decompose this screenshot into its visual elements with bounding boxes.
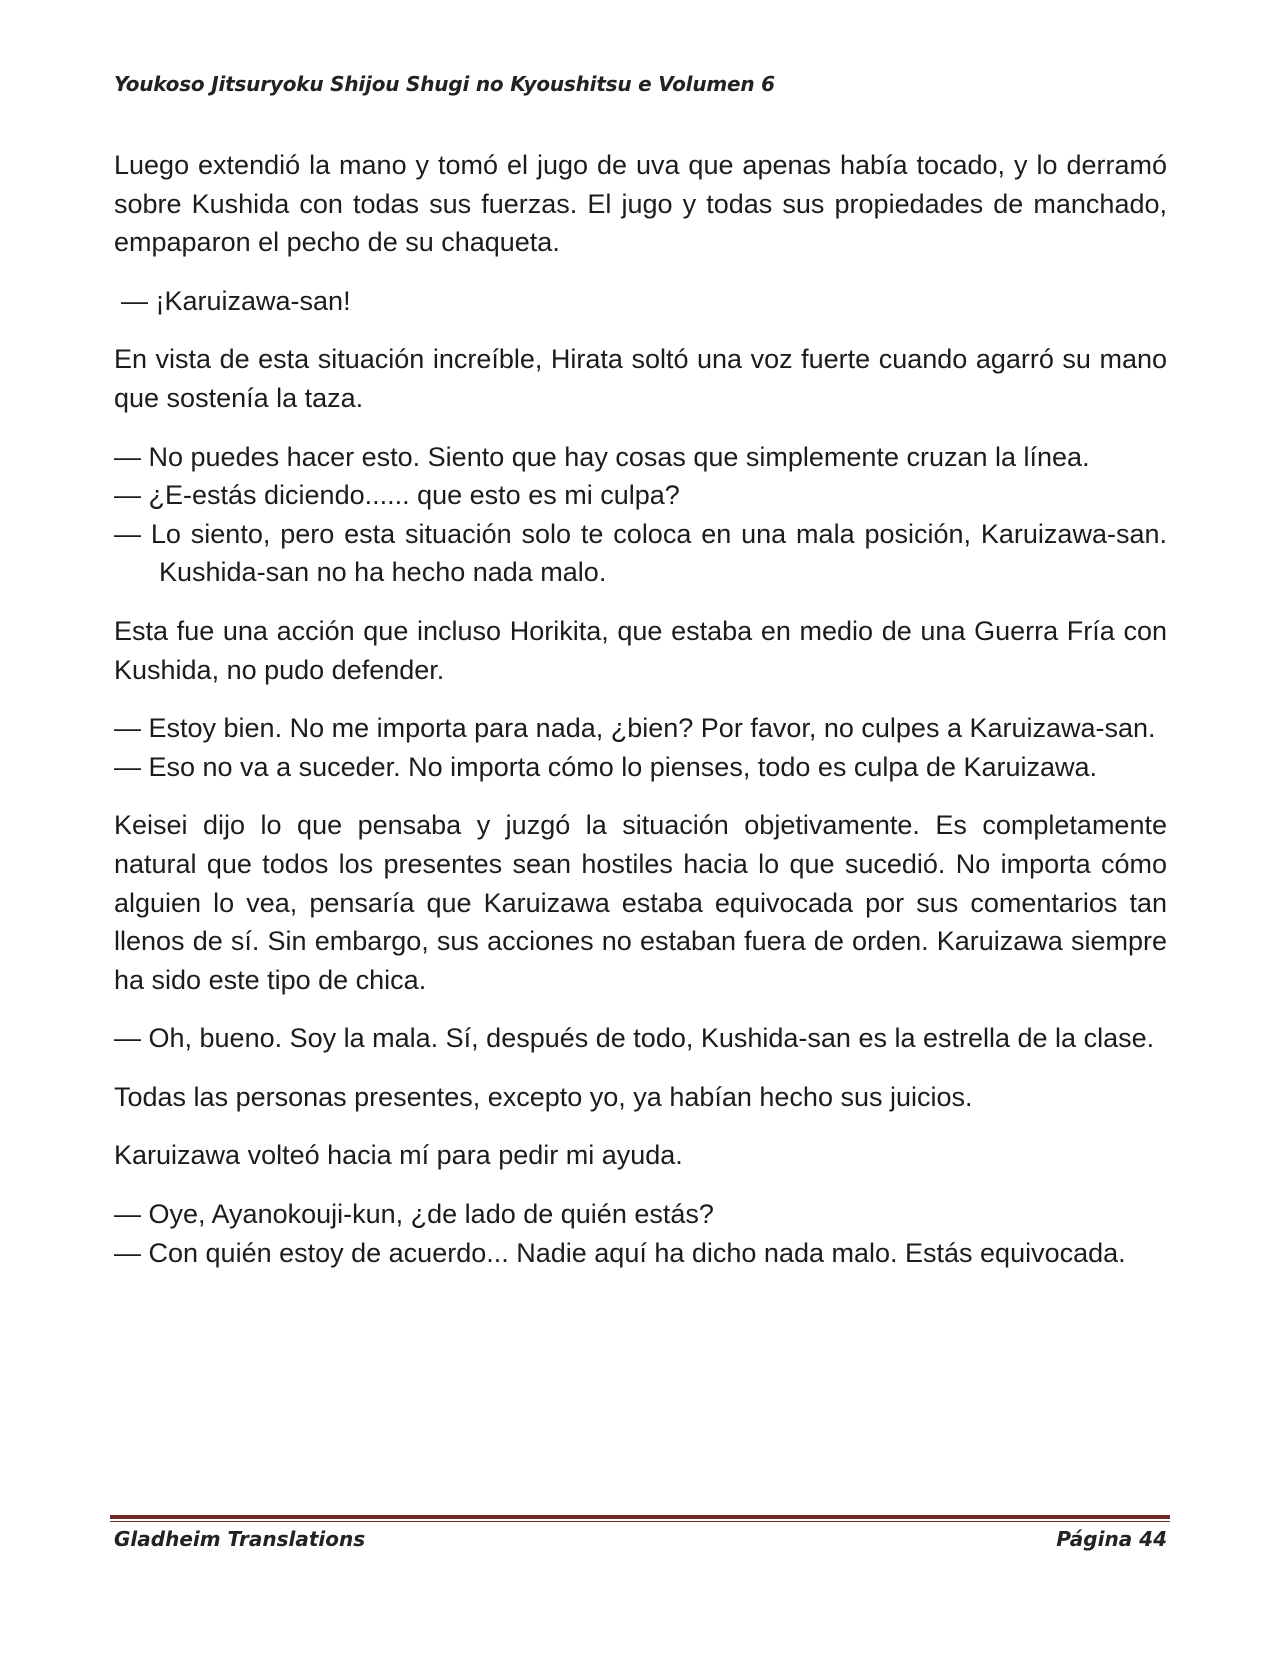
dialogue-block: [114, 282, 1167, 321]
dialogue-line: — ¡Karuizawa-san!: [121, 285, 351, 316]
dialogue-block: [114, 438, 1167, 592]
paragraph: Karuizawa volteó hacia mí para pedir mi ayuda.: [114, 1140, 683, 1171]
page-body: [114, 146, 1167, 1292]
footer-divider-thin: [110, 1521, 1170, 1522]
dialogue-block: [114, 1019, 1167, 1058]
paragraph: Keisei dijo lo que pensaba y juzgó la situación objetivamente. Es completamente natural que todos los presentes sean hostiles hacia lo que sucedió. No importa cómo alguien lo vea, pensaría que Karuizawa estaba equivocada por sus comentarios tan llenos de sí. Sin embargo, sus acciones no estaban fuera de orden. Karuizawa siempre ha sido este tipo de chica.: [114, 810, 1167, 995]
dialogue-line: — No puedes hacer esto. Siento que hay cosas que simplemente cruzan la línea.: [114, 441, 1090, 472]
paragraph: Luego extendió la mano y tomó el jugo de uva que apenas había tocado, y lo derramó sobre Kushida con todas sus fuerzas. El jugo y todas sus propiedades de manchado, empaparon el pecho de su chaqueta.: [114, 150, 1167, 258]
paragraph: En vista de esta situación increíble, Hirata soltó una voz fuerte cuando agarró su mano que sostenía la taza.: [114, 344, 1167, 413]
paragraph: Esta fue una acción que incluso Horikita, que estaba en medio de una Guerra Fría con Kushida, no pudo defender.: [114, 615, 1167, 685]
dialogue-line: — Estoy bien. No me importa para nada, ¿bien? Por favor, no culpes a Karuizawa-san.: [114, 713, 1156, 744]
footer-translator: Gladheim Translations: [114, 1527, 366, 1551]
footer-divider-thick: [110, 1515, 1170, 1519]
paragraph: Todas las personas presentes, excepto yo, ya habían hecho sus juicios.: [114, 1081, 973, 1112]
dialogue-block: [114, 709, 1167, 786]
dialogue-block: [114, 1195, 1167, 1272]
dialogue-line: — Oye, Ayanokouji-kun, ¿de lado de quién estás?: [114, 1199, 714, 1230]
dialogue-line: — ¿E-estás diciendo...... que esto es mi culpa?: [114, 480, 680, 511]
footer-page-number: Página 44: [1056, 1527, 1167, 1551]
dialogue-line: — Oh, bueno. Soy la mala. Sí, después de todo, Kushida-san es la estrella de la clase.: [114, 1023, 1155, 1054]
dialogue-line: — Eso no va a suceder. No importa cómo lo pienses, todo es culpa de Karuizawa.: [114, 751, 1098, 782]
dialogue-line: — Con quién estoy de acuerdo... Nadie aquí ha dicho nada malo. Estás equivocada.: [114, 1237, 1126, 1268]
dialogue-line: — Lo siento, pero esta situación solo te coloca en una mala posición, Karuizawa-san. Kushida-san no ha hecho nada malo.: [114, 518, 1167, 588]
page-header-title: Youkoso Jitsuryoku Shijou Shugi no Kyoushitsu e Volumen 6: [114, 72, 775, 96]
